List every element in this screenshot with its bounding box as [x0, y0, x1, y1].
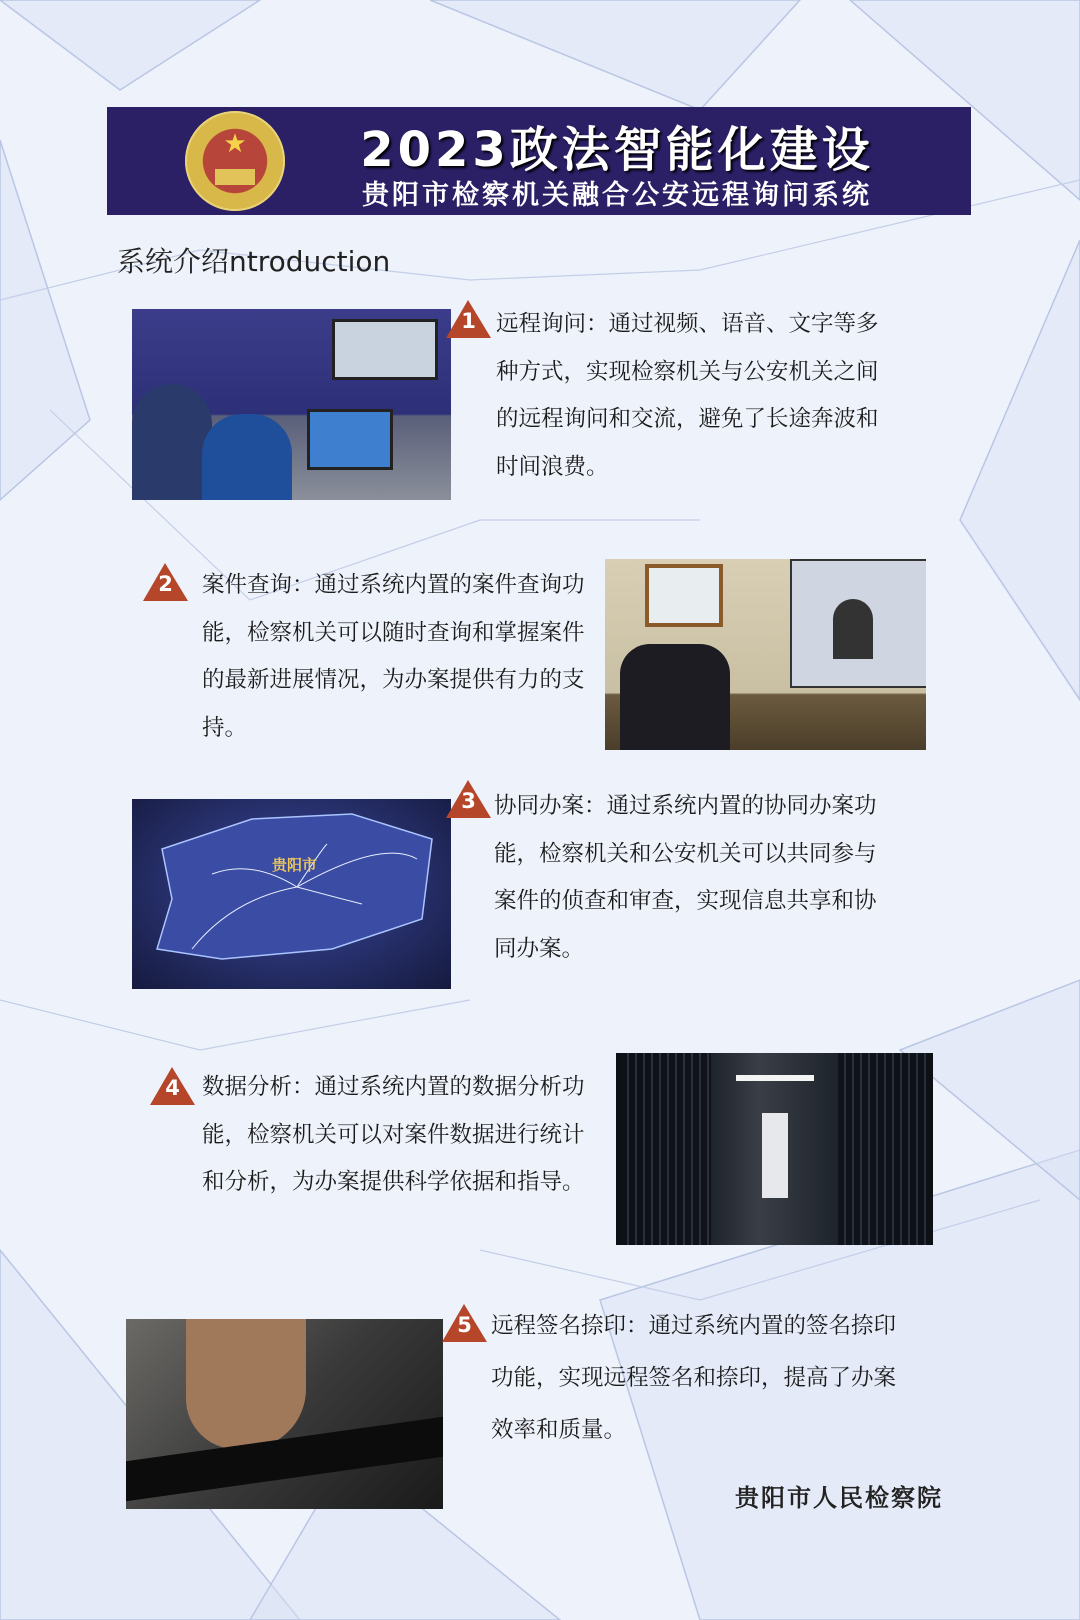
number-badge-2: 2: [143, 563, 188, 601]
map-city-label: 贵阳市: [272, 856, 318, 874]
page-subtitle: 贵阳市检察机关融合公安远程询问系统: [362, 180, 872, 211]
feature-remote-interview: 远程询问：通过视频、语音、文字等多种方式，实现检察机关与公安机关之间的远程询问和交流，避免了长途奔波和时间浪费。: [496, 311, 879, 480]
data-center-photo: [616, 1053, 933, 1245]
feature-remote-signing: 远程签名捺印：通过系统内置的签名捺印功能，实现远程签名和捺印，提高了办案效率和质量。: [491, 1313, 897, 1443]
case-query-photo: [605, 559, 926, 750]
section-title: 系统介绍ntroduction: [117, 245, 391, 278]
feature-data-analysis: 数据分析：通过系统内置的数据分析功能，检察机关可以对案件数据进行统计和分析，为办案提供科学依据和指导。: [202, 1074, 585, 1195]
footer-organization: 贵阳市人民检察院: [735, 1484, 943, 1512]
feature-case-query: 案件查询：通过系统内置的案件查询功能，检察机关可以随时查询和掌握案件的最新进展情况，为办案提供有力的支持。: [202, 572, 585, 741]
remote-interview-photo: [132, 309, 451, 500]
collaboration-map-image: [132, 799, 451, 989]
header-banner: [107, 107, 971, 215]
procuratorate-emblem-icon: ★: [185, 111, 285, 211]
number-badge-1: 1: [446, 300, 491, 338]
fingerprint-signing-photo: [126, 1319, 443, 1509]
number-badge-4: 4: [150, 1067, 195, 1105]
number-badge-5: 5: [442, 1304, 487, 1342]
number-badge-3: 3: [446, 780, 491, 818]
page-title: 2023政法智能化建设: [360, 122, 874, 178]
feature-collaboration: 协同办案：通过系统内置的协同办案功能，检察机关和公安机关可以共同参与案件的侦查和审查，实现信息共享和协同办案。: [494, 793, 877, 962]
